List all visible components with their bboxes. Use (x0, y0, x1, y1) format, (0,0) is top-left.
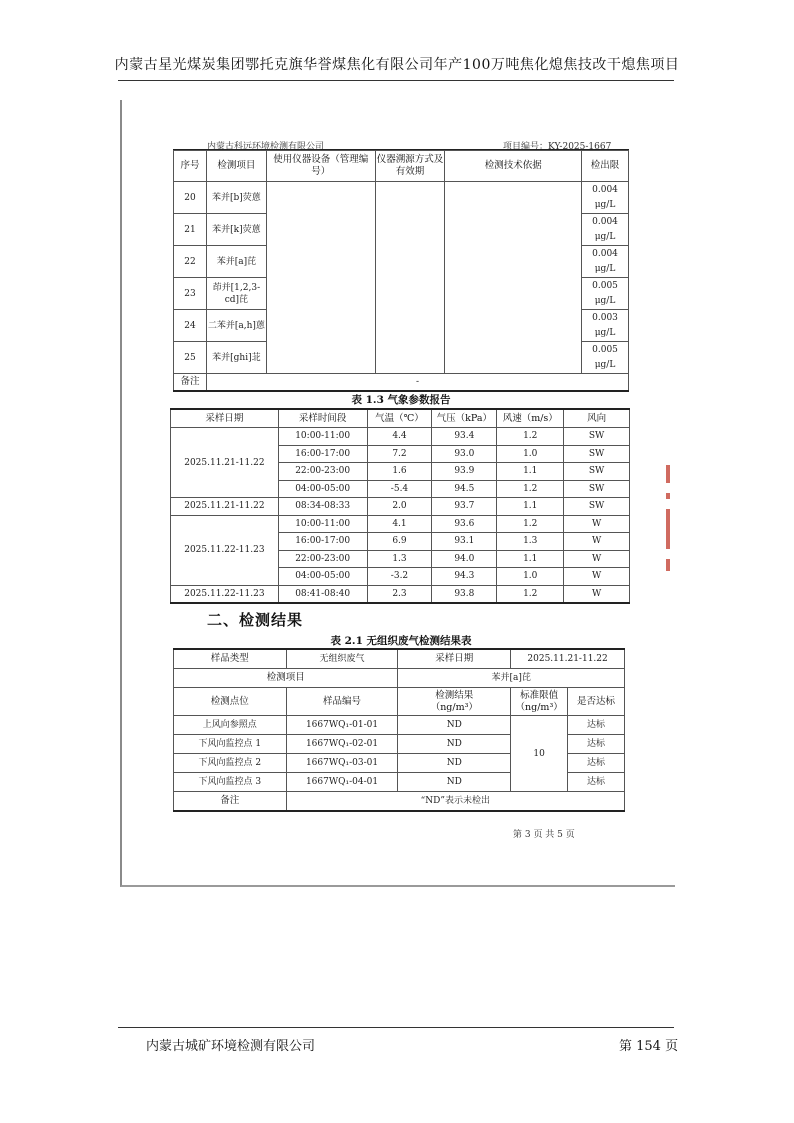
row-limit (582, 310, 629, 342)
results-table (173, 648, 625, 812)
pressure-cell: 93.1 (432, 533, 497, 551)
temp-cell: 4.4 (367, 428, 432, 446)
row-no: 20 (174, 182, 207, 214)
basis-cell (445, 182, 582, 374)
col-compliance: 是否达标 (568, 688, 625, 716)
wind-speed-cell: 1.0 (497, 445, 564, 463)
wind-speed-cell: 1.2 (497, 480, 564, 498)
sample-no-cell: 1667WQ₁-02-01 (286, 735, 398, 754)
sampling-date-value: 2025.11.21-11.22 (511, 649, 625, 669)
time-cell: 08:34-08:33 (278, 498, 367, 516)
weather-table (170, 408, 630, 604)
date-cell: 2025.11.22-11.23 (171, 585, 279, 603)
col-standard-label: 标准限值 (520, 689, 559, 701)
wind-speed-cell: 1.1 (497, 550, 564, 568)
wind-speed-cell: 1.0 (497, 568, 564, 586)
limit-unit: μg/L (594, 295, 616, 306)
compliance-cell: 达标 (568, 716, 625, 735)
row-no: 22 (174, 246, 207, 278)
weather-table-caption: 表 1.3 气象参数报告 (351, 394, 451, 406)
pressure-cell: 93.7 (432, 498, 497, 516)
compliance-cell: 达标 (568, 773, 625, 792)
row-item: 苯并[a]芘 (206, 246, 266, 278)
wind-dir-cell: W (564, 533, 630, 551)
limit-unit: μg/L (594, 199, 616, 210)
wind-speed-cell: 1.1 (497, 498, 564, 516)
col-wind-dir: 风向 (564, 409, 630, 428)
wind-dir-cell: SW (564, 445, 630, 463)
equipment-cell (266, 182, 375, 374)
wind-speed-cell: 1.1 (497, 463, 564, 481)
row-no: 21 (174, 214, 207, 246)
limit-value: 0.004 (592, 216, 618, 227)
col-point: 检测点位 (174, 688, 287, 716)
limit-unit: μg/L (594, 263, 616, 274)
results-table-caption: 表 2.1 无组织废气检测结果表 (330, 635, 472, 647)
doc-page-number: 第 3 页 共 5 页 (513, 830, 575, 840)
date-cell: 2025.11.22-11.23 (171, 515, 279, 585)
time-cell: 22:00-23:00 (278, 550, 367, 568)
row-item: 苯并[ghi]苝 (206, 342, 266, 374)
wind-speed-cell: 1.2 (497, 515, 564, 533)
compliance-cell: 达标 (568, 735, 625, 754)
method-table (173, 150, 629, 392)
time-cell: 16:00-17:00 (278, 445, 367, 463)
limit-value: 0.005 (592, 344, 618, 355)
time-cell: 04:00-05:00 (278, 480, 367, 498)
project-number: 项目编号：KY-2025-1667 (503, 142, 612, 152)
wind-dir-cell: W (564, 585, 630, 603)
date-cell: 2025.11.21-11.22 (171, 428, 279, 498)
pressure-cell: 93.4 (432, 428, 497, 446)
temp-cell: -5.4 (367, 480, 432, 498)
result-cell: ND (398, 773, 511, 792)
row-limit (582, 214, 629, 246)
result-cell: ND (398, 735, 511, 754)
footer-rule (118, 1027, 674, 1028)
sample-no-cell: 1667WQ₁-01-01 (286, 716, 398, 735)
temp-cell: 7.2 (367, 445, 432, 463)
time-cell: 10:00-11:00 (278, 515, 367, 533)
sample-no-cell: 1667WQ₁-04-01 (286, 773, 398, 792)
point-cell: 下风向监控点 2 (174, 754, 287, 773)
limit-unit: μg/L (594, 359, 616, 370)
temp-cell: 6.9 (367, 533, 432, 551)
sampling-date-label: 采样日期 (398, 649, 511, 669)
wind-dir-cell: SW (564, 463, 630, 481)
limit-value: 0.004 (592, 184, 618, 195)
wind-speed-cell: 1.2 (497, 585, 564, 603)
result-cell: ND (398, 754, 511, 773)
pressure-cell: 93.0 (432, 445, 497, 463)
col-standard (511, 688, 568, 716)
row-no: 24 (174, 310, 207, 342)
row-limit (582, 278, 629, 310)
footer-page-label: 第 154 页 (619, 1039, 679, 1054)
col-time: 采样时间段 (278, 409, 367, 428)
section-title: 二、检测结果 (207, 611, 304, 629)
remark-value: - (206, 374, 628, 391)
row-no: 23 (174, 278, 207, 310)
col-result-label: 检测结果 (435, 689, 474, 701)
point-cell: 上风向参照点 (174, 716, 287, 735)
col-date: 采样日期 (171, 409, 279, 428)
point-cell: 下风向监控点 1 (174, 735, 287, 754)
row-item: 苯并[k]荧蒽 (206, 214, 266, 246)
table-row (171, 498, 630, 516)
lab-name: 内蒙古科远环境检测有限公司 (207, 142, 325, 152)
remark-label: 备注 (174, 374, 207, 391)
pressure-cell: 93.6 (432, 515, 497, 533)
sample-type-label: 样品类型 (174, 649, 287, 669)
temp-cell: 4.1 (367, 515, 432, 533)
wind-dir-cell: W (564, 568, 630, 586)
col-temp: 气温（℃） (367, 409, 432, 428)
col-limit: 检出限 (582, 151, 629, 182)
wind-dir-cell: SW (564, 498, 630, 516)
trace-cell (375, 182, 445, 374)
limit-unit: μg/L (594, 231, 616, 242)
limit-value: 0.005 (592, 280, 618, 291)
wind-dir-cell: W (564, 515, 630, 533)
header-rule (118, 80, 674, 81)
row-item: 茚并[1,2,3-cd]芘 (206, 278, 266, 310)
wind-speed-cell: 1.2 (497, 428, 564, 446)
row-no: 25 (174, 342, 207, 374)
pressure-cell: 93.8 (432, 585, 497, 603)
col-result (398, 688, 511, 716)
col-pressure: 气压（kPa） (432, 409, 497, 428)
sample-no-cell: 1667WQ₁-03-01 (286, 754, 398, 773)
point-cell: 下风向监控点 3 (174, 773, 287, 792)
temp-cell: -3.2 (367, 568, 432, 586)
table-row (171, 515, 630, 533)
table-row (171, 428, 630, 446)
col-no: 序号 (174, 151, 207, 182)
row-limit (582, 342, 629, 374)
limit-unit: μg/L (594, 327, 616, 338)
pressure-cell: 94.5 (432, 480, 497, 498)
table-row (174, 716, 625, 735)
results-remark-value: “ND”表示未检出 (286, 792, 624, 812)
compliance-cell: 达标 (568, 754, 625, 773)
row-limit (582, 246, 629, 278)
scan-edge-stamp-mark (666, 465, 671, 580)
date-cell: 2025.11.21-11.22 (171, 498, 279, 516)
temp-cell: 2.0 (367, 498, 432, 516)
time-cell: 22:00-23:00 (278, 463, 367, 481)
standard-cell: 10 (511, 716, 568, 792)
pressure-cell: 94.0 (432, 550, 497, 568)
temp-cell: 1.3 (367, 550, 432, 568)
limit-value: 0.004 (592, 248, 618, 259)
col-wind-speed: 风速（m/s） (497, 409, 564, 428)
temp-cell: 2.3 (367, 585, 432, 603)
col-result-unit: （ng/m³） (430, 701, 478, 713)
col-equipment: 使用仪器设备（管理编号） (266, 151, 375, 182)
time-cell: 04:00-05:00 (278, 568, 367, 586)
col-standard-unit: （ng/m³） (515, 701, 563, 713)
item-label: 检测项目 (174, 669, 398, 688)
wind-dir-cell: W (564, 550, 630, 568)
sample-type-value: 无组织废气 (286, 649, 398, 669)
result-cell: ND (398, 716, 511, 735)
row-item: 二苯并[a,h]蒽 (206, 310, 266, 342)
wind-speed-cell: 1.3 (497, 533, 564, 551)
pressure-cell: 93.9 (432, 463, 497, 481)
page-header: 内蒙古星光煤炭集团鄂托克旗华誉煤焦化有限公司年产100万吨焦化熄焦技改干熄焦项目 (114, 57, 680, 73)
table-row (171, 585, 630, 603)
time-cell: 16:00-17:00 (278, 533, 367, 551)
row-item: 苯并[b]荧蒽 (206, 182, 266, 214)
item-value: 苯并[a]芘 (398, 669, 625, 688)
col-trace: 仪器溯源方式及有效期 (375, 151, 445, 182)
limit-value: 0.003 (592, 312, 618, 323)
col-item: 检测项目 (206, 151, 266, 182)
time-cell: 10:00-11:00 (278, 428, 367, 446)
temp-cell: 1.6 (367, 463, 432, 481)
table-row (174, 182, 629, 214)
row-limit (582, 182, 629, 214)
wind-dir-cell: SW (564, 428, 630, 446)
pressure-cell: 94.3 (432, 568, 497, 586)
col-sample-no: 样品编号 (286, 688, 398, 716)
time-cell: 08:41-08:40 (278, 585, 367, 603)
footer-company: 内蒙古城矿环境检测有限公司 (146, 1039, 316, 1054)
wind-dir-cell: SW (564, 480, 630, 498)
col-basis: 检测技术依据 (445, 151, 582, 182)
results-remark-label: 备注 (174, 792, 287, 812)
